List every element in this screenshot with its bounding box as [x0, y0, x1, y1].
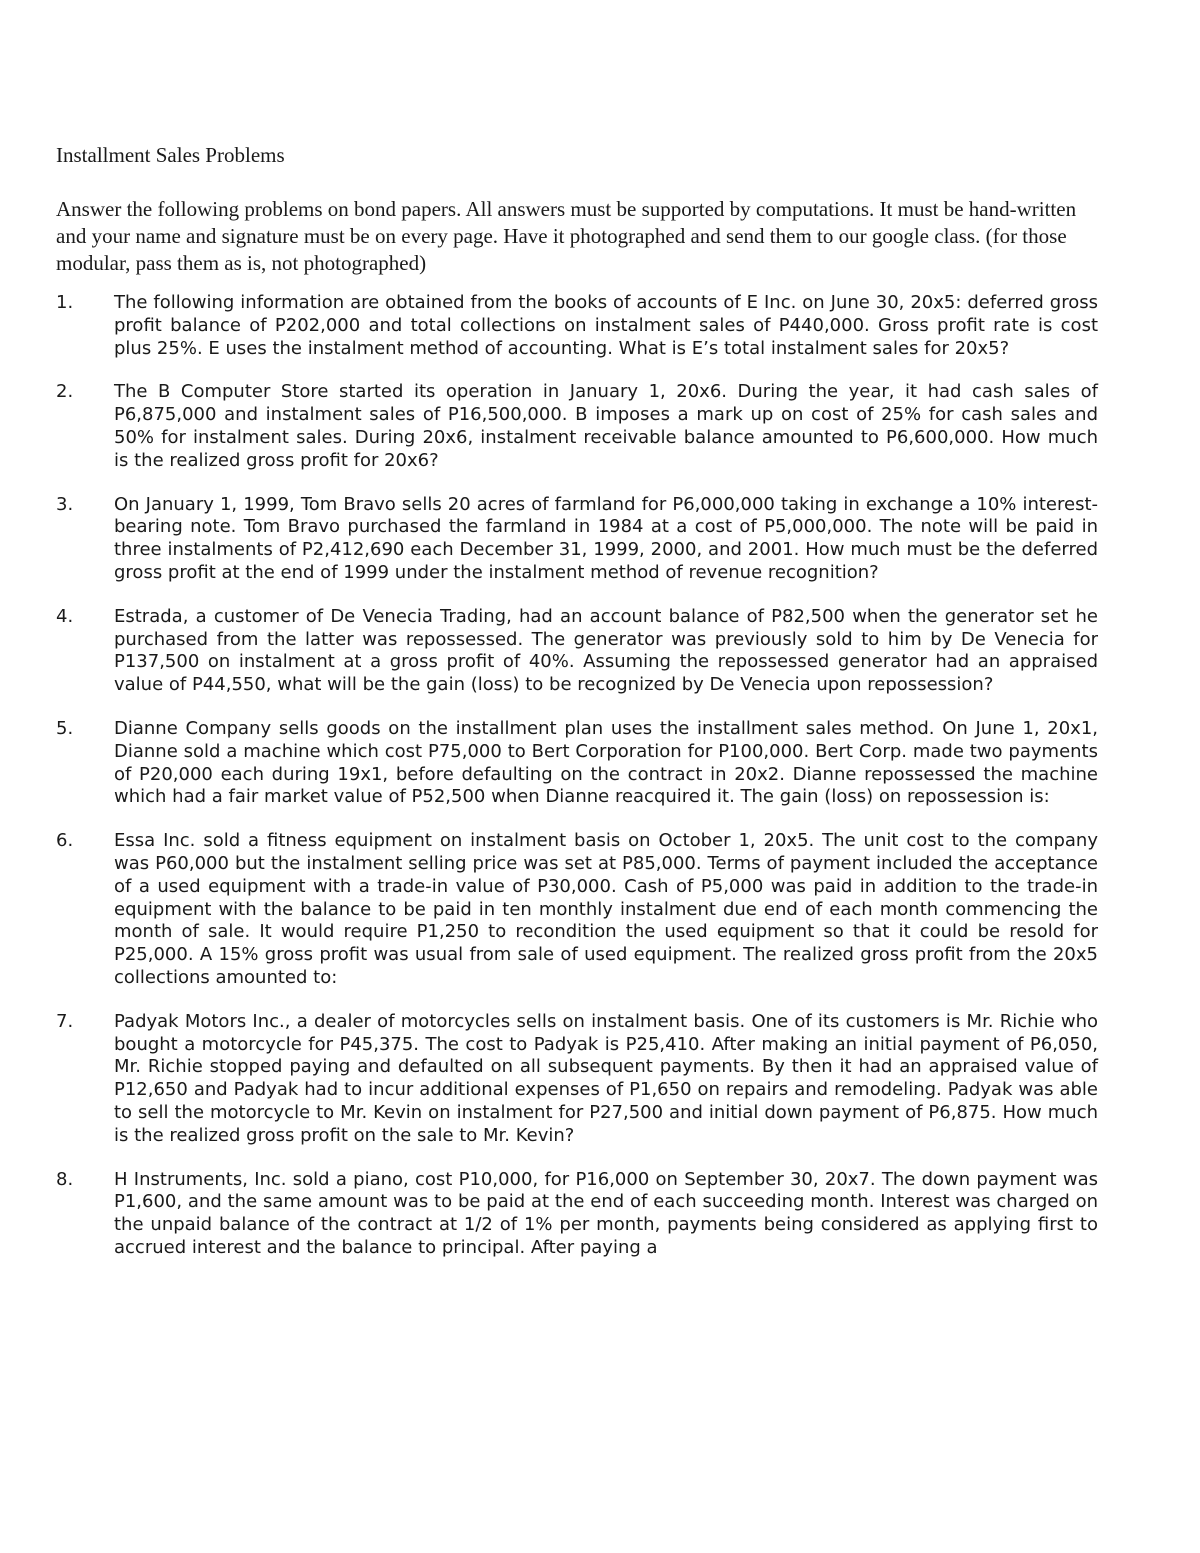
problem-text: On January 1, 1999, Tom Bravo sells 20 acres of farmland for P6,000,000 taking in exchange a 10% interest-bearing note. Tom Bravo purchased the farmland in 1984 at a cost of P5,000,000. The note will be paid in three instalments of P2,412,690 each December 31, 1999, 2000, and 2001. How much must be the deferred gross profit at the end of 1999 under the instalment method of revenue recognition? — [114, 493, 1098, 583]
problem-number: 2. — [56, 381, 74, 403]
problem-number: 4. — [56, 605, 74, 627]
problem-text: Padyak Motors Inc., a dealer of motorcycles sells on instalment basis. One of its customers is Mr. Richie who bought a motorcycle for P45,375. The cost to Padyak is P25,410. After making an initial payment of P6,050, Mr. Richie stopped paying and defaulted on all subsequent payments. By then it had an appraised value of P12,650 and Padyak had to incur additional expenses of P1,650 on repairs and remodeling. Padyak was able to sell the motorcycle to Mr. Kevin on instalment for P27,500 and initial down payment of P6,875. How much is the realized gross profit on the sale to Mr. Kevin? — [114, 1010, 1098, 1146]
problem-item-8 — [56, 1169, 1098, 1260]
problem-item-5 — [56, 718, 1098, 809]
problem-item-6 — [56, 830, 1098, 990]
problem-text: Dianne Company sells goods on the installment plan uses the installment sales method. On June 1, 20x1, Dianne sold a machine which cost P75,000 to Bert Corporation for P100,000. Bert Corp. made two payments of P20,000 each during 19x1, before defaulting on the contract in 20x2. Dianne repossessed the machine which had a fair market value of P52,500 when Dianne reacquired it. The gain (loss) on repossession is: — [114, 717, 1098, 808]
document-page — [56, 142, 1098, 1281]
problem-number: 8. — [56, 1168, 74, 1190]
problem-item-4 — [56, 606, 1098, 697]
problem-number: 5. — [56, 717, 74, 739]
document-title: Installment Sales Problems — [56, 143, 285, 167]
problem-number: 6. — [56, 830, 74, 852]
problem-number: 7. — [56, 1010, 74, 1032]
problem-item-2 — [56, 381, 1098, 472]
problem-item-7 — [56, 1011, 1098, 1148]
problem-list — [56, 292, 1098, 1260]
problem-text: Essa Inc. sold a fitness equipment on instalment basis on October 1, 20x5. The unit cost to the company was P60,000 but the instalment selling price was set at P85,000. Terms of payment included the acceptance of a used equipment with a trade-in value of P30,000. Cash of P5,000 was paid in addition to the trade-in equipment with the balance to be paid in ten monthly instalment due end of each month commencing the month of sale. It would require P1,250 to recondition the used equipment so that it could be resold for P25,000. A 15% gross profit was usual from sale of used equipment. The realized gross profit from the 20x5 collections amounted to: — [114, 830, 1098, 988]
problem-item-3 — [56, 494, 1098, 585]
problem-number: 1. — [56, 292, 74, 313]
problem-text: H Instruments, Inc. sold a piano, cost P10,000, for P16,000 on September 30, 20x7. The down payment was P1,600, and the same amount was to be paid at the end of each succeeding month. Interest was charged on the unpaid balance of the contract at 1/2 of 1% per month, payments being considered as applying first to accrued interest and the balance to principal. After paying a — [114, 1168, 1098, 1258]
problem-text: The B Computer Store started its operation in January 1, 20x6. During the year, it had cash sales of P6,875,000 and instalment sales of P16,500,000. B imposes a mark up on cost of 25% for cash sales and 50% for instalment sales. During 20x6, instalment receivable balance amounted to P6,600,000. How much is the realized gross profit for 20x6? — [114, 381, 1098, 471]
problem-number: 3. — [56, 493, 74, 515]
problem-text: Estrada, a customer of De Venecia Trading, had an account balance of P82,500 when the generator set he purchased from the latter was repossessed. The generator was previously sold to him by De Venecia for P137,500 on instalment at a gross profit of 40%. Assuming the repossessed generator had an appraised value of P44,550, what will be the gain (loss) to be recognized by De Venecia upon repossession? — [114, 605, 1098, 696]
instructions-paragraph: Answer the following problems on bond papers. All answers must be supported by computations. It must be hand-written and your name and signature must be on every page. Have it photographed and send them to our google class. (for those modular, pass them as is, not photographed) — [56, 197, 1077, 275]
problem-item-1 — [56, 292, 1098, 360]
problem-text: The following information are obtained from the books of accounts of E Inc. on June 30, 20x5: deferred gross profit balance of P202,000 and total collections on instalment sales of P440,000. Gross profit rate is cost plus 25%. E uses the instalment method of accounting. What is E’s total instalment sales for 20x5? — [114, 292, 1098, 359]
